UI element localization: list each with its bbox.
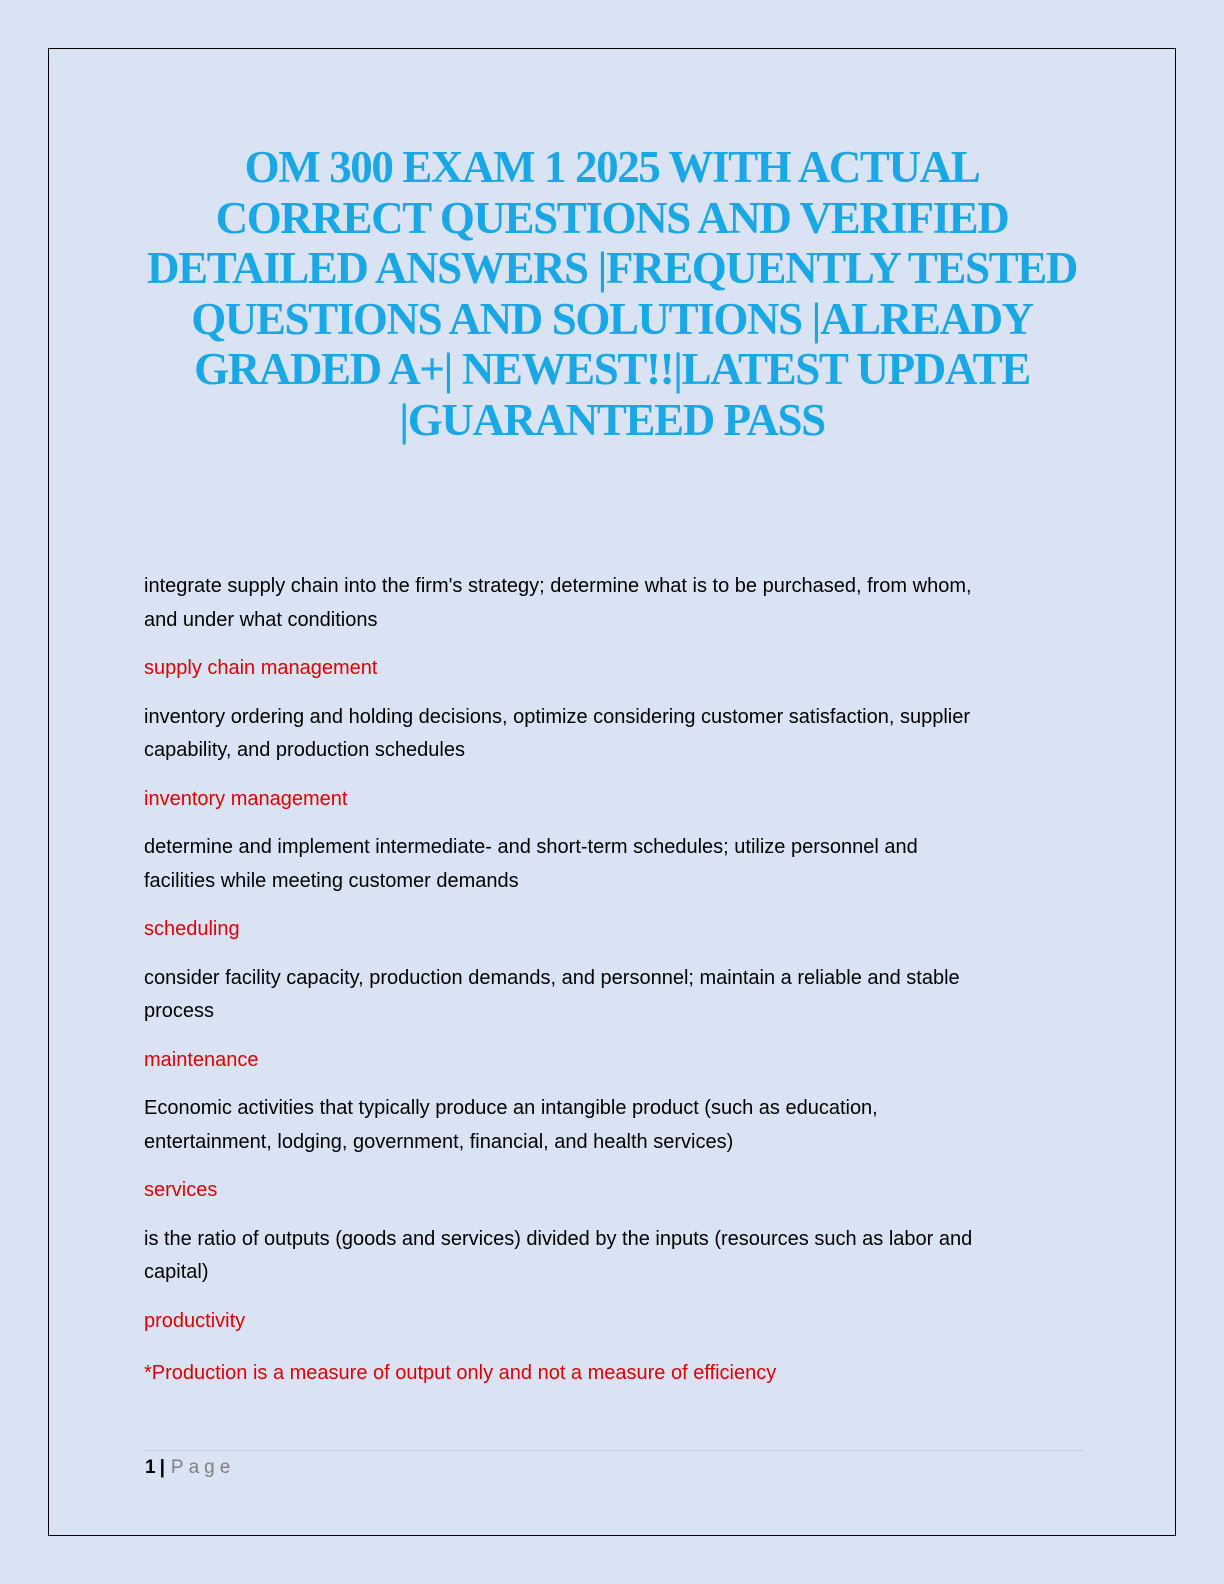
title-line: DETAILED ANSWERS |FREQUENTLY TESTED	[147, 243, 1077, 293]
production-note: *Production is a measure of output only and not a measure of efficiency	[144, 1362, 777, 1384]
title-line: GRADED A+| NEWEST!!|LATEST UPDATE	[194, 344, 1030, 394]
definition-line: capital)	[144, 1261, 209, 1283]
title-line: |GUARANTEED PASS	[399, 394, 825, 445]
page-number: 1	[145, 1457, 156, 1478]
page-footer	[145, 1454, 235, 1482]
definition-line: process	[144, 1000, 215, 1022]
definition-supply-chain-management	[144, 570, 1084, 637]
page-label: Page	[170, 1457, 236, 1478]
title-line: QUESTIONS AND SOLUTIONS |ALREADY	[191, 293, 1033, 344]
term-supply-chain-management: supply chain management	[144, 657, 378, 679]
definition-line: capability, and production schedules	[144, 739, 465, 761]
term-inventory-management: inventory management	[144, 787, 348, 810]
definition-line: Economic activities that typically produce an intangible product (such as education,	[144, 1097, 878, 1119]
title-line: OM 300 EXAM 1 2025 WITH ACTUAL	[244, 142, 980, 192]
term-maintenance: maintenance	[144, 1048, 259, 1071]
term-scheduling: scheduling	[144, 918, 240, 940]
footer-separator: |	[159, 1457, 165, 1478]
definition-line: and under what conditions	[144, 608, 378, 631]
definition-line: facilities while meeting customer demands	[144, 869, 519, 892]
title-line: CORRECT QUESTIONS AND VERIFIED	[215, 192, 1009, 243]
definition-services	[144, 1092, 1084, 1159]
definition-line: integrate supply chain into the firm's strategy; determine what is to be purchased, from whom,	[144, 575, 972, 597]
definition-line: entertainment, lodging, government, financial, and health services)	[144, 1130, 734, 1153]
definition-line: inventory ordering and holding decisions, optimize considering customer satisfaction, supplier	[144, 705, 970, 728]
definition-inventory-management	[144, 701, 1084, 768]
definition-line: consider facility capacity, production demands, and personnel; maintain a reliable and stable	[144, 966, 960, 989]
definition-line: is the ratio of outputs (goods and services) divided by the inputs (resources such as labor and	[144, 1227, 973, 1250]
footer-divider	[144, 1450, 1084, 1451]
definition-line: determine and implement intermediate- and short-term schedules; utilize personnel and	[144, 836, 918, 858]
document-title	[130, 142, 1094, 445]
term-productivity: productivity	[144, 1309, 246, 1332]
definition-maintenance	[144, 962, 1084, 1029]
definition-scheduling	[144, 831, 1084, 898]
definition-productivity	[144, 1223, 1084, 1290]
term-services: services	[144, 1179, 218, 1201]
flashcard-list	[144, 570, 1084, 1391]
